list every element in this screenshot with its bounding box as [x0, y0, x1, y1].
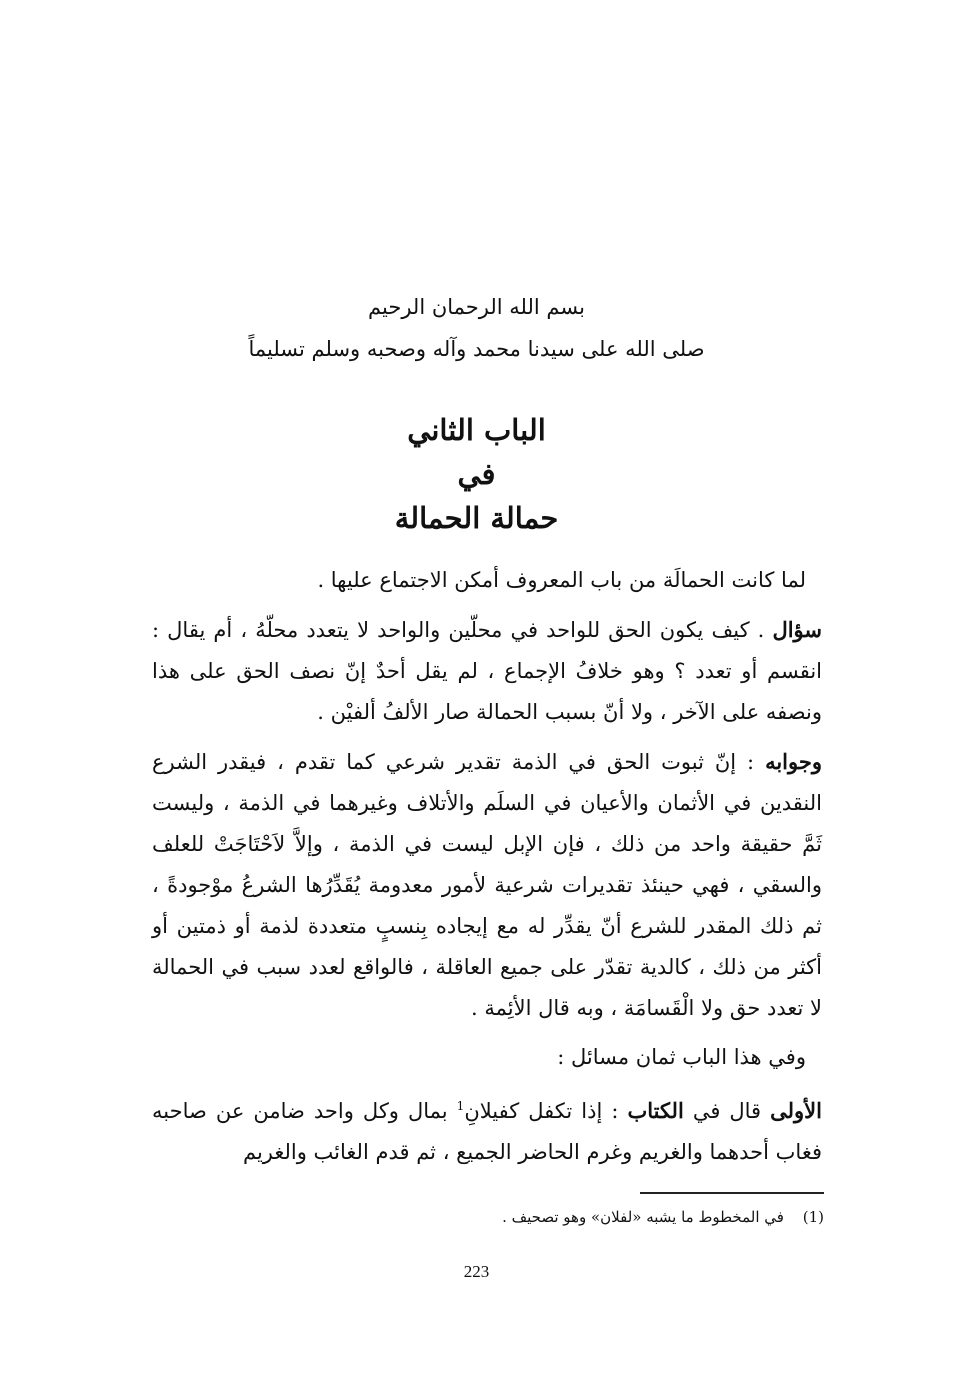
paragraph-intro: لما كانت الحمالَة من باب المعروف أمكن الاجتماع عليها . — [317, 568, 806, 592]
chapter-title: الباب الثاني — [407, 413, 546, 447]
paragraph-first-issue — [152, 1086, 822, 1173]
book-reference: الكتاب — [627, 1098, 684, 1123]
paragraph-answer — [152, 741, 822, 1029]
first-issue-text-a: : إذا تكفل كفيلانِ — [464, 1099, 628, 1123]
first-issue-text-b: بمال وكل واحد ضامن عن صاحبه فغاب أحدهما والغريم وغرم الحاضر الجميع ، ثم قدم الغائب والغريم — [152, 1099, 822, 1164]
footnote-marker: 1 — [456, 1099, 465, 1113]
footnote-divider — [640, 1192, 824, 1194]
page-number: 223 — [463, 1262, 490, 1281]
question-label: سؤال — [772, 617, 822, 642]
chapter-subject: حمالة الحمالة — [394, 501, 559, 535]
footnote-text: في المخطوط ما يشبه «لفلان» وهو تصحيف . — [502, 1208, 784, 1226]
salutation-line: صلى الله على سيدنا محمد وآله وصحبه وسلم تسليماً — [248, 337, 705, 361]
footnote — [400, 1206, 824, 1228]
answer-label: وجوابه — [765, 749, 822, 774]
chapter-title-connector: في — [457, 457, 496, 491]
footnote-number: (1) — [802, 1208, 824, 1226]
paragraph-issues-count: وفي هذا الباب ثمان مسائل : — [557, 1045, 806, 1069]
chapter-heading — [0, 408, 953, 540]
basmala-line: بسم الله الرحمان الرحيم — [368, 295, 585, 319]
first-issue-mid: قال في — [683, 1099, 771, 1123]
question-text: . كيف يكون الحق للواحد في محلّين والواحد لا يتعدد محلّهُ ، أم يقال : انقسم أو تعدد ؟ وهو خلافُ الإجماع ، لم يقل أحدٌ إنّ نصف الحق على هذا ونصفه على الآخر ، ولا أنّ بسبب الحمالة صار الألفُ ألفيْن . — [152, 618, 822, 724]
basmala-block — [0, 286, 953, 370]
answer-text: : إنّ ثبوت الحق في الذمة تقدير شرعي كما تقدم ، فيقدر الشرع النقدين في الأثمان والأعيان في السلَم والأتلاف وغيرهما في الذمة ، وليست ثَمَّ حقيقة واحد من ذلك ، فإن الإبل ليست في الذمة ، وإلاَّ لاَحْتَاجَتْ للعلف والسقي ، فهي حينئذ تقديرات شرعية لأمور معدومة يُقَدِّرُها الشرعُ موْجودةً ، ثم ذلك المقدر للشرع أنّ يقدِّر له مع إيجاده بِنسبٍ متعددة لذمة أو ذمتين أو أكثر من ذلك ، كالدية تقدّر على جميع العاقلة ، فالواقع لعدد سبب في الحمالة لا تعدد حق ولا الْقَسامَة ، وبه قال الأئِمة . — [152, 750, 822, 1020]
body-text — [152, 560, 822, 1173]
first-issue-label: الأولى — [770, 1098, 822, 1123]
paragraph-question — [152, 609, 822, 733]
